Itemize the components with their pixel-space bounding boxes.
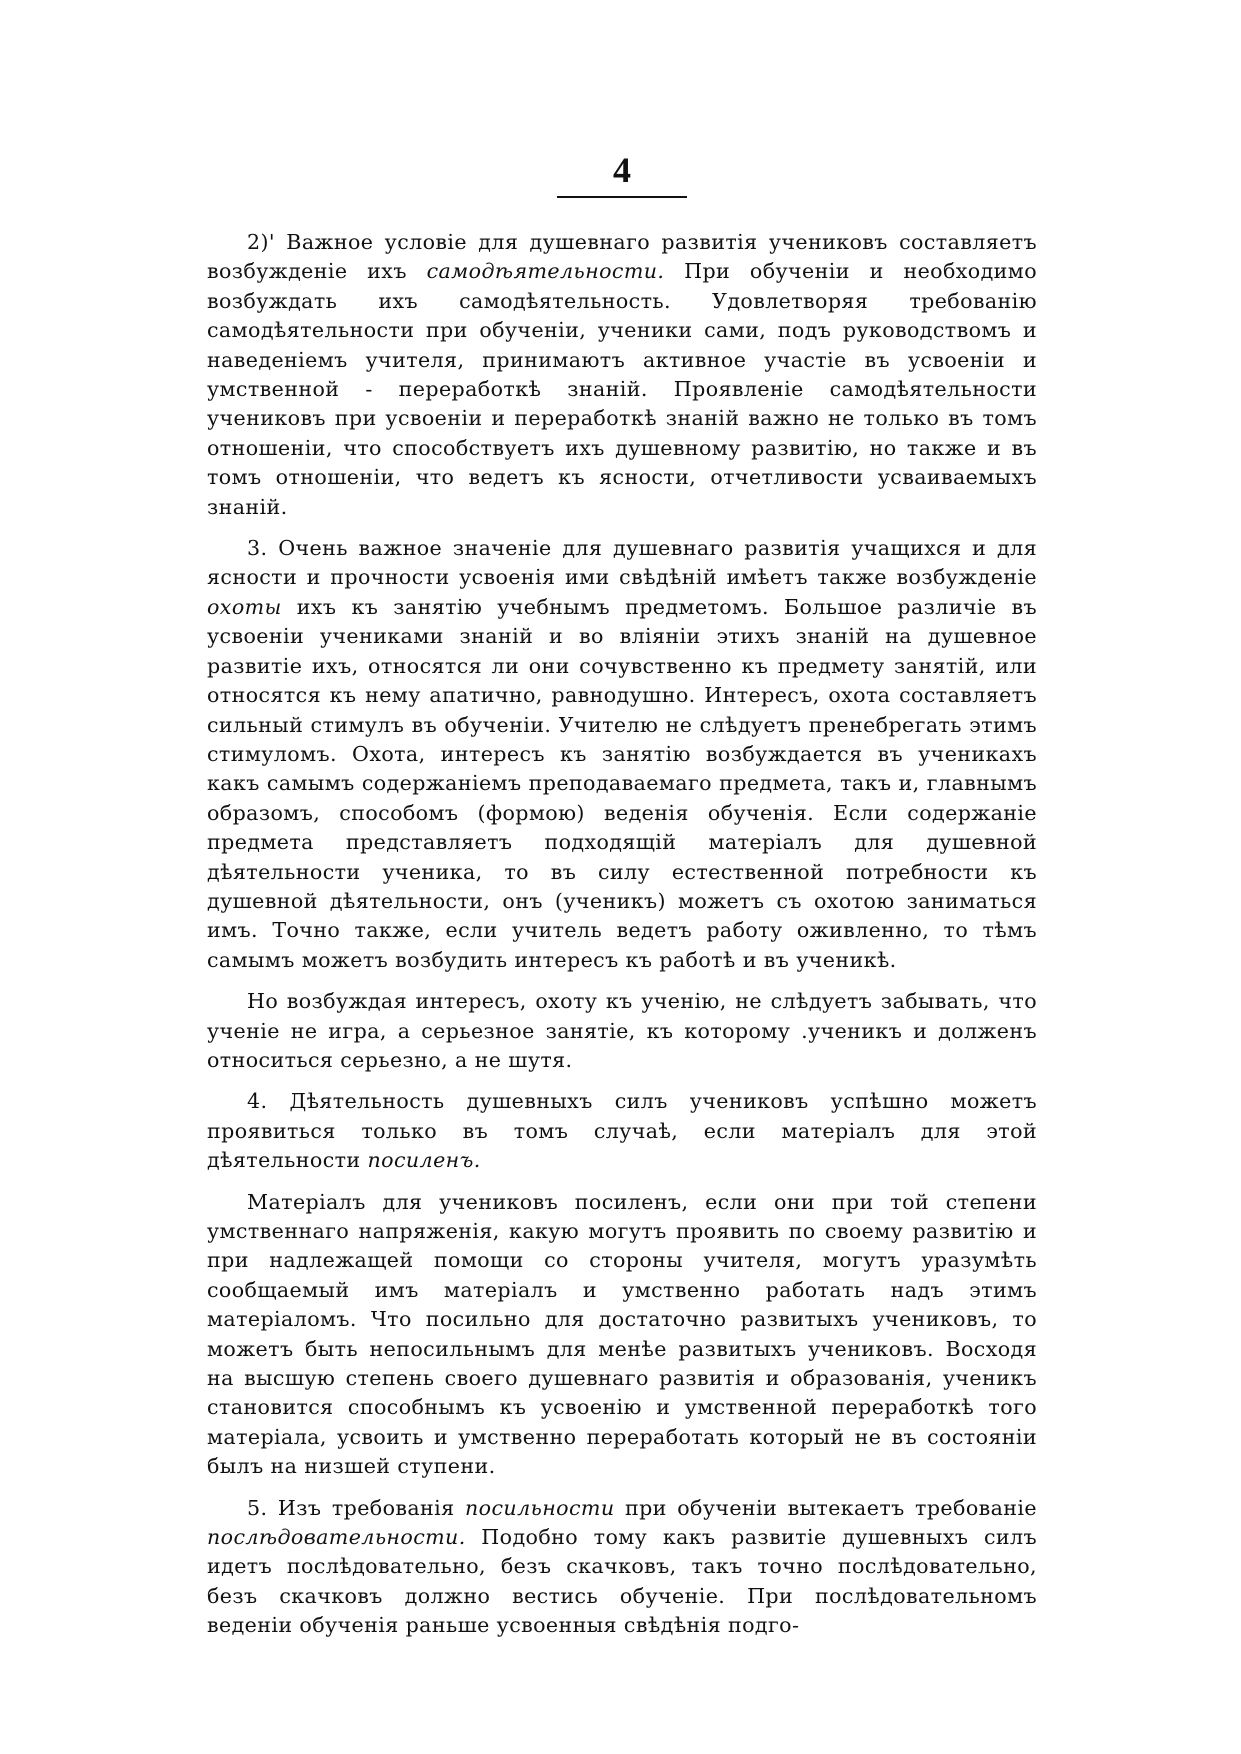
paragraph-4-continuation-text: Матеріалъ для учениковъ посиленъ, если они при той степени умственнаго напряженія, какую могутъ проявить по своему развитію и при надлежащей помощи со стороны учителя, могутъ уразумѣть сообщаемый имъ матеріалъ и умственно работать надъ этимъ матеріаломъ. Что посильно для достаточно развитыхъ учениковъ, то можетъ быть непосильнымъ для менѣе развитыхъ учениковъ. Восходя на высшую степень своего душевнаго развитія и образованія, ученикъ становится способнымъ къ усвоенію и умственной переработкѣ того матеріала, усвоить и умственно переработать который не въ состояніи былъ на низшей ступени. [207, 1189, 1037, 1479]
paragraph-5-italic-term-2: послѣдовательности. [207, 1525, 466, 1550]
paragraph-2-text-start: 2)' Важное условіе для душевнаго развитія учениковъ составляетъ возбужденіе ихъ [207, 230, 1037, 284]
paragraph-3-text-end: ихъ къ занятію учебнымъ предметомъ. Большое различіе въ усвоеніи учениками знаній и во вліяніи этихъ знаній на душевное развитіе ихъ, относятся ли они сочувственно къ предмету занятій, или относятся къ нему апатично, равнодушно. Интересъ, охота составляетъ сильный стимулъ въ обученіи. Учителю не слѣдуетъ пренебрегать этимъ стимуломъ. Охота, интересъ къ занятію возбуждается въ ученикахъ какъ самымъ содержаніемъ преподаваемаго предмета, такъ и, главнымъ образомъ, способомъ (формою) веденія обученія. Если содержаніе предмета представляетъ подходящій матеріалъ для душевной дѣятельности ученика, то въ силу естественной потребности къ душевной дѣятельности, онъ (ученикъ) можетъ съ охотою заниматься имъ. Точно также, если учитель ведетъ работу оживленно, то тѣмъ самымъ можетъ возбудить интересъ къ работѣ и въ ученикѣ. [207, 594, 1037, 972]
paragraph-5-text-end: Подобно тому какъ развитіе душевныхъ силъ идетъ послѣдовательно, безъ скачковъ, такъ точно послѣдовательно, безъ скачковъ должно вестись обученіе. При послѣдовательномъ веденіи обученія раньше усвоенныя свѣдѣнія подго- [207, 1525, 1037, 1638]
paragraph-5-text-start: 5. Изъ требованія [247, 1495, 466, 1520]
page-number-rule [557, 196, 687, 198]
paragraph-5-italic-term-1: посильности [465, 1495, 615, 1520]
paragraph-4 [207, 1087, 1037, 1175]
paragraph-3 [207, 534, 1037, 975]
paragraph-4-text-start: 4. Дѣятельность душевныхъ силъ учениковъ успѣшно можетъ проявиться только въ томъ случаѣ, если матеріалъ для этой дѣятельности [207, 1089, 1037, 1173]
paragraph-3-continuation-text: Но возбуждая интересъ, охоту къ ученію, не слѣдуетъ забывать, что ученіе не игра, а серьезное занятіе, къ которому .ученикъ и долженъ относиться серьезно, а не шутя. [207, 989, 1037, 1072]
paragraph-3-continuation [207, 987, 1037, 1075]
paragraph-5 [207, 1494, 1037, 1641]
paragraph-3-text-start: 3. Очень важное значеніе для душевнаго развитія учащихся и для ясности и прочности усвоенія ими свѣдѣній имѣетъ также возбужденіе [207, 536, 1037, 590]
book-page [207, 150, 1037, 1653]
page-number: 4 [613, 150, 631, 190]
paragraph-5-text-middle: при обученіи вытекаетъ требованіе [614, 1495, 1037, 1520]
paragraph-4-italic-term: посиленъ. [367, 1148, 481, 1173]
paragraph-2-italic-term: самодѣятельности. [426, 259, 665, 284]
paragraph-2 [207, 228, 1037, 522]
paragraph-2-text-end: При обученіи и необходимо возбуждать ихъ самодѣятельность. Удовлетворяя требованію самодѣятельности при обученіи, ученики сами, подъ руководствомъ и наведеніемъ учителя, принимаютъ активное участіе въ усвоеніи и умственной - переработкѣ знаній. Проявленіе самодѣятельности учениковъ при усвоеніи и переработкѣ знаній важно не только въ томъ отношеніи, что способствуетъ ихъ душевному развитію, но также и въ томъ отношеніи, что ведетъ къ ясности, отчетливости усваиваемыхъ знаній. [207, 259, 1037, 519]
paragraph-4-continuation [207, 1188, 1037, 1482]
paragraph-3-italic-term: охоты [207, 594, 282, 619]
